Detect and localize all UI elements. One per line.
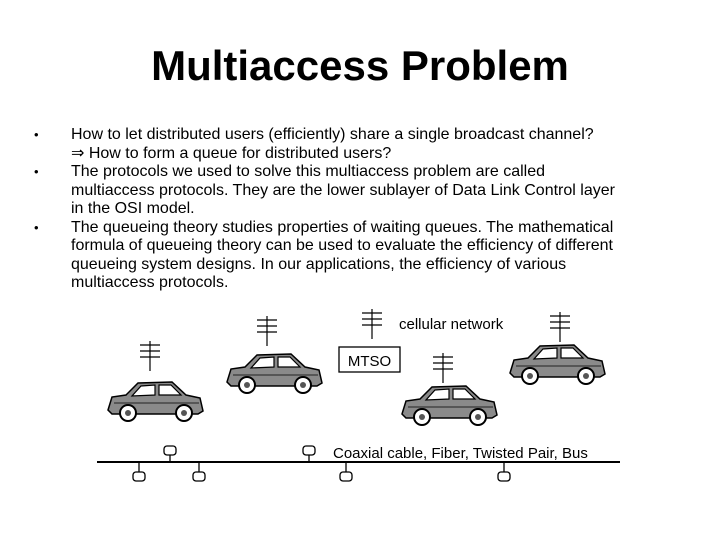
mtso-label: MTSO bbox=[347, 353, 392, 370]
car-icon bbox=[402, 386, 497, 425]
station-icon bbox=[303, 446, 315, 455]
slide-title: Multiaccess Problem bbox=[151, 42, 569, 89]
car-icon bbox=[108, 382, 203, 421]
bullet-item bbox=[34, 126, 694, 163]
bullet-text-line: How to let distributed users (efficiently) share a single broadcast channel? bbox=[71, 126, 594, 143]
antenna-icon bbox=[433, 353, 453, 383]
bullet-text-line: in the OSI model. bbox=[71, 200, 195, 217]
station-icon bbox=[164, 446, 176, 455]
antenna-icon bbox=[257, 316, 277, 346]
antenna-icon bbox=[362, 309, 382, 339]
bullet-text-line: formula of queueing theory can be used to evaluate the efficiency of different bbox=[71, 237, 613, 254]
network-diagram bbox=[0, 300, 720, 540]
bullet-text-line: The queueing theory studies properties of waiting queues. The mathematical bbox=[71, 218, 614, 236]
bullet-item bbox=[34, 163, 694, 219]
station-icon bbox=[133, 472, 145, 481]
bullet-text-line: ⇒ How to form a queue for distributed users? bbox=[71, 144, 392, 162]
station-icon bbox=[193, 472, 205, 481]
car-icon bbox=[227, 354, 322, 393]
bullet-list bbox=[34, 126, 694, 308]
bullet-text-line: multiaccess protocols. They are the lower sublayer of Data Link Control layer bbox=[71, 181, 615, 199]
station-icon bbox=[498, 472, 510, 481]
bullet-text-line: queueing system designs. In our applications, the efficiency of various bbox=[71, 255, 567, 273]
bullet-item bbox=[34, 219, 694, 293]
bullet-marker: • bbox=[34, 219, 39, 235]
antenna-icon bbox=[140, 341, 160, 371]
antenna-icon bbox=[550, 312, 570, 342]
car-icon bbox=[510, 345, 605, 384]
bullet-marker: • bbox=[34, 127, 39, 142]
cellular-network-label: cellular network bbox=[399, 316, 504, 333]
bullet-text-line: The protocols we used to solve this multiaccess problem are called bbox=[71, 163, 545, 180]
bullet-text-line: multiaccess protocols. bbox=[71, 274, 229, 291]
station-icon bbox=[340, 472, 352, 481]
bullet-marker: • bbox=[34, 164, 39, 179]
bus-label: Coaxial cable, Fiber, Twisted Pair, Bus bbox=[333, 445, 588, 462]
